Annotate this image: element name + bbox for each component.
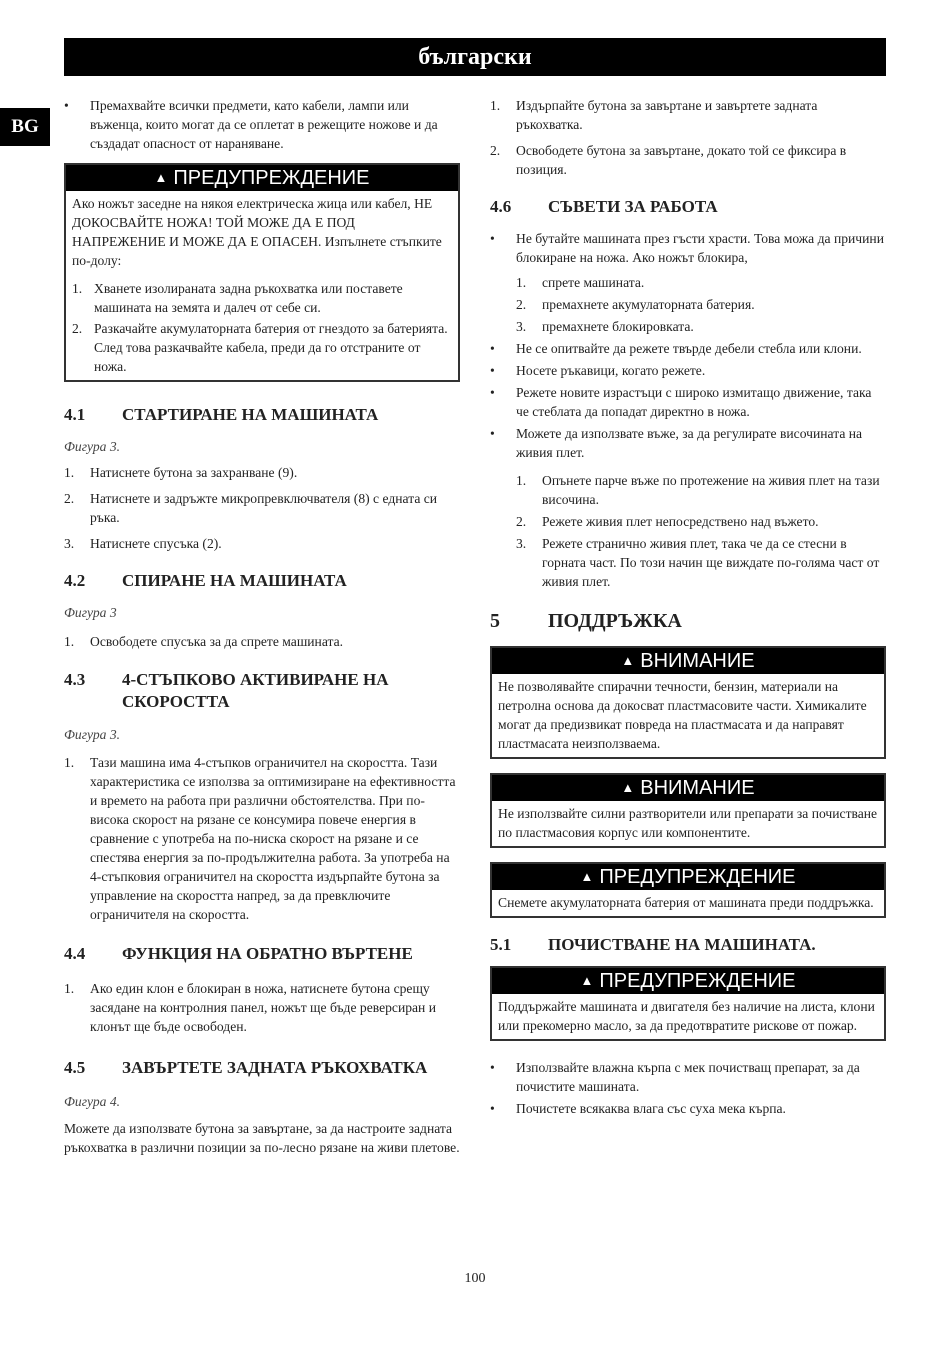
list-item: 1. Тази машина има 4-стъпков ограничител на скоростта. Тази характеристика се използва за оптимизиране на ефективността и времето на работа при различни обстоятелства. При по-висока скорост на рязане се консумира повече енергия в сравнение с употреба на по-ниска скорост на рязане и се спестява енергия за по-продължителна работа. За употреба на 4-стъпковия ограничител на скоростта издърпайте бутона за управление на скоростта напред, за да превключите ограничителя на скоростта. — [64, 755, 456, 922]
caution-text: Не позволявайте спирачни течности, бензин, материали на петролна основа да докосват пластмасовите части. Химикалите могат да предизвикат повреда на пластмасата и да направят пластмасата неизползваема. — [498, 679, 867, 751]
caution-box — [490, 646, 886, 759]
caution-box — [490, 773, 886, 848]
list-item: 2. Натиснете и задръжте микропревключвателя (8) с едната си ръка. — [64, 491, 438, 525]
warning-box — [490, 966, 886, 1041]
list-item: 1. Опънете парче въже по протежение на живия плет на тази височина. — [516, 473, 880, 507]
caution-box-title: ▲ ВНИМАНИЕ — [492, 648, 884, 674]
list-item: 2. Режете живия плет непосредствено над въжето. — [516, 514, 819, 529]
chapter-heading: 5 ПОДДРЪЖКА — [490, 610, 682, 632]
list-item: 3. премахнете блокировката. — [516, 319, 694, 334]
paragraph: Можете да използвате бутона за завъртане, за да настроите задната ръкохватка в различни позиции за по-лесно рязане на живи плетове. — [64, 1121, 460, 1155]
warning-text: Ако ножът заседне на някоя електрическа жица или кабел, НЕ ДОКОСВАЙТЕ НОЖА! ТОЙ МОЖЕ ДА Е ПОД НАПРЕЖЕНИЕ И МОЖЕ ДА Е ОПАСЕН. Изпълнете стъпките по-долу: — [72, 196, 442, 268]
list-item: • Можете да използвате въже, за да регулирате височината на живия плет. — [490, 426, 863, 460]
figure-ref: Фигура 3. — [64, 439, 121, 454]
list-item: 1. Ако един клон е блокиран в ножа, натиснете бутона срещу засядане на контролния панел, ножът ще бъде реверсиран и клонът ще бъде освободен. — [64, 981, 436, 1034]
page-number: 100 — [464, 1271, 486, 1286]
section-heading: 4.3 4-СТЪПКОВО АКТИВИРАНЕ НА СКОРОСТТА — [64, 670, 389, 711]
list-item: • Не бутайте машината през гъсти храсти. Това можа да причини блокиране на ножа. Ако ножът блокира, — [490, 231, 884, 265]
list-item: • Носете ръкавици, когато режете. — [490, 363, 706, 378]
list-item: 3. Режете странично живия плет, така че да се стесни в горната част. По този начин ще виждате по-голяма част от живия плет. — [516, 536, 880, 589]
list-item: • Не се опитвайте да режете твърде дебели стебла или клони. — [490, 341, 862, 356]
section-heading: 4.4 ФУНКЦИЯ НА ОБРАТНО ВЪРТЕНЕ — [64, 944, 413, 963]
list-item: • Използвайте влажна кърпа с мек почистващ препарат, за да почистите машината. — [490, 1060, 860, 1094]
list-item: 2. Разкачайте акумулаторната батерия от гнездото за батерията. След това разкачвайте кабела, преди да го отстраните от ножа. — [72, 321, 448, 374]
language-tab: BG — [0, 108, 50, 146]
warning-triangle-icon: ▲ — [621, 653, 635, 668]
header-title: български — [418, 44, 532, 70]
section-heading: 4.2 СПИРАНЕ НА МАШИНАТА — [64, 571, 347, 590]
figure-ref: Фигура 3. — [64, 727, 121, 742]
warning-box — [490, 862, 886, 918]
left-column — [64, 96, 460, 1157]
warning-triangle-icon: ▲ — [580, 869, 594, 884]
figure-ref: Фигура 3 — [64, 605, 117, 620]
list-item: • Премахвайте всички предмети, като кабели, лампи или въженца, които могат да се оплетат в режещите ножове и да създадат опасност от нараняване. — [64, 98, 438, 151]
list-item: 1. Хванете изолираната задна ръкохватка или поставете машината на земята и далеч от себе си. — [72, 281, 403, 315]
warning-box — [64, 163, 460, 382]
list-item: • Режете новите израстъци с широко измитащо движение, така че стеблата да попадат директно в ножа. — [490, 385, 872, 419]
section-heading: 4.5 ЗАВЪРТЕТЕ ЗАДНАТА РЪКОХВАТКА — [64, 1058, 428, 1077]
warning-triangle-icon: ▲ — [621, 780, 635, 795]
warning-box-title: ▲ ПРЕДУПРЕЖДЕНИЕ — [492, 864, 884, 890]
list-item: 3. Натиснете спусъка (2). — [64, 536, 222, 551]
list-item: 1. Издърпайте бутона за завъртане и завъртете задната ръкохватка. — [490, 98, 818, 132]
warning-triangle-icon: ▲ — [154, 170, 168, 185]
figure-ref: Фигура 4. — [64, 1094, 121, 1109]
warning-triangle-icon: ▲ — [580, 973, 594, 988]
section-heading: 4.1 СТАРТИРАНЕ НА МАШИНАТА — [64, 405, 379, 424]
list-item: 2. Освободете бутона за завъртане, докато той се фиксира в позиция. — [490, 143, 847, 177]
warning-text: Снемете акумулаторната батерия от машината преди поддръжка. — [498, 895, 874, 910]
section-heading: 5.1 ПОЧИСТВАНЕ НА МАШИНАТА. — [490, 935, 816, 954]
list-item: 2. премахнете акумулаторната батерия. — [516, 297, 755, 312]
list-item: 1. Натиснете бутона за захранване (9). — [64, 465, 298, 480]
list-item: • Почистете всякаква влага със суха мека кърпа. — [490, 1101, 786, 1116]
list-item: 1. Освободете спусъка за да спрете машината. — [64, 634, 344, 649]
list-item: 1. спрете машината. — [516, 275, 645, 290]
section-heading: 4.6 СЪВЕТИ ЗА РАБОТА — [490, 197, 718, 216]
warning-box-title: ▲ ПРЕДУПРЕЖДЕНИЕ — [492, 968, 884, 994]
caution-text: Не използвайте силни разтворители или препарати за почистване по пластмасовия корпус или компонентите. — [498, 806, 878, 840]
page-header — [64, 38, 886, 76]
caution-box-title: ▲ ВНИМАНИЕ — [492, 775, 884, 801]
warning-box-title: ▲ ПРЕДУПРЕЖДЕНИЕ — [66, 165, 458, 191]
right-column — [490, 96, 886, 1118]
warning-text: Поддържайте машината и двигателя без наличие на листа, клони или прекомерно масло, за да предотвратите рискове от пожар. — [498, 999, 875, 1033]
